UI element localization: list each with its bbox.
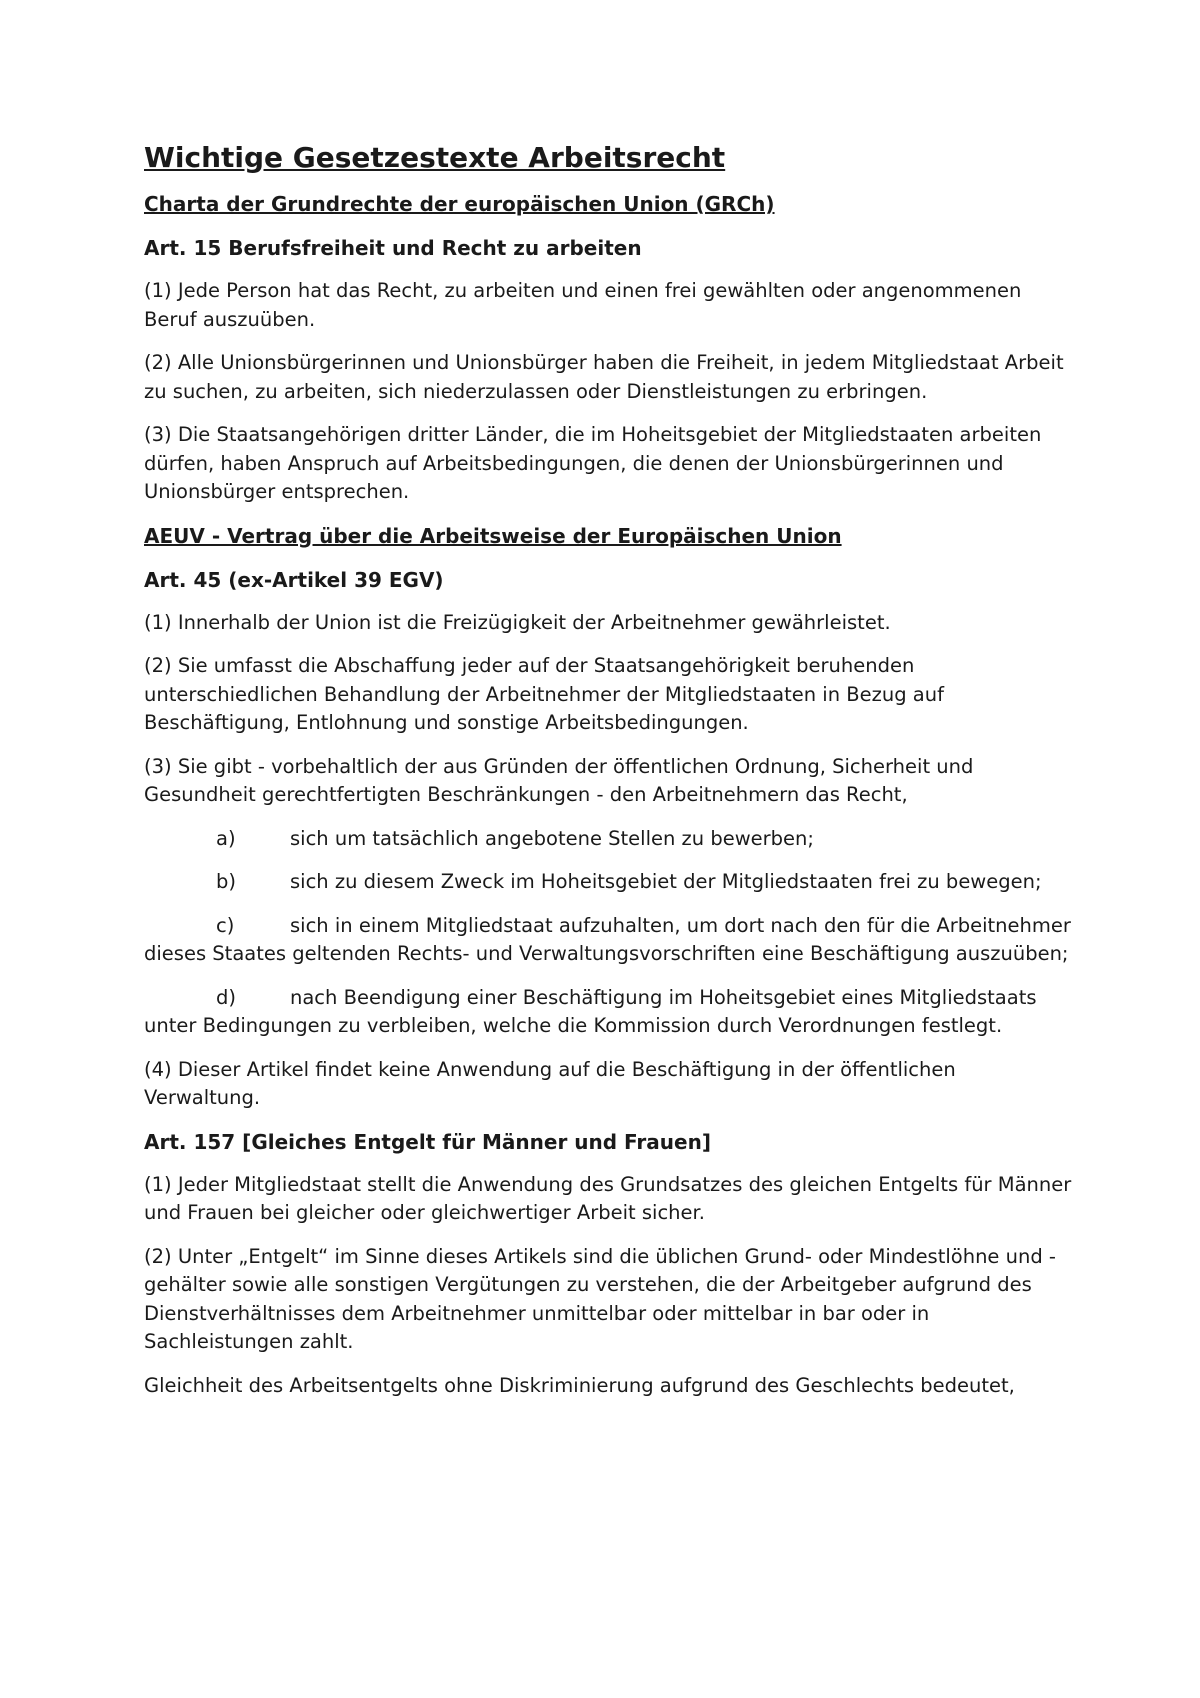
art45-paragraph-3: (3) Sie gibt - vorbehaltlich der aus Gründen der öffentlichen Ordnung, Sicherheit und Gesundheit gerechtfertigten Beschränkungen - den Arbeitnehmern das Recht, — [144, 754, 974, 806]
art15-paragraph-3: (3) Die Staatsangehörigen dritter Länder, die im Hoheitsgebiet der Mitgliedstaaten arbeiten dürfen, haben Anspruch auf Arbeitsbedingungen, die denen der Unionsbürgerinnen und Unionsbürger entsprechen. — [144, 423, 1042, 503]
grch-heading: Charta der Grundrechte der europäischen Union (GRCh) — [144, 192, 775, 216]
list-marker: c) — [216, 913, 235, 937]
list-item-text: sich zu diesem Zweck im Hoheitsgebiet der Mitgliedstaaten frei zu bewegen; — [290, 870, 1042, 893]
art15-paragraph-2: (2) Alle Unionsbürgerinnen und Unionsbürger haben die Freiheit, in jedem Mitgliedstaat Arbeit zu suchen, zu arbeiten, sich niederzulassen oder Dienstleistungen zu erbringen. — [144, 351, 1064, 403]
art45-paragraph-4: (4) Dieser Artikel findet keine Anwendung auf die Beschäftigung in der öffentlichen Verwaltung. — [144, 1057, 956, 1109]
list-marker: d) — [216, 985, 236, 1009]
art45-heading: Art. 45 (ex-Artikel 39 EGV) — [144, 567, 444, 592]
list-item-text: sich in einem Mitgliedstaat aufzuhalten, um dort nach den für die Arbeitnehmer dieses Staates geltenden Rechts- und Verwaltungsvorschriften eine Beschäftigung auszuüben; — [144, 913, 1071, 965]
list-item-text: nach Beendigung einer Beschäftigung im Hoheitsgebiet eines Mitgliedstaats unter Bedingungen zu verbleiben, welche die Kommission durch Verordnungen festlegt. — [144, 985, 1037, 1037]
document-content — [144, 140, 1074, 1415]
list-item-b — [144, 868, 1074, 897]
list-marker: a) — [216, 826, 236, 850]
list-item-text: sich um tatsächlich angebotene Stellen zu bewerben; — [290, 826, 814, 850]
art45-paragraph-2: (2) Sie umfasst die Abschaffung jeder auf der Staatsangehörigkeit beruhenden unterschiedlichen Behandlung der Arbeitnehmer der Mitgliedstaaten in Bezug auf Beschäftigung, Entlohnung und sonstige Arbeitsbedingungen. — [144, 654, 944, 734]
art157-paragraph-1: (1) Jeder Mitgliedstaat stellt die Anwendung des Grundsatzes des gleichen Entgelts für Männer und Frauen bei gleicher oder gleichwertiger Arbeit sicher. — [144, 1172, 1072, 1224]
art157-paragraph-2: (2) Unter „Entgelt“ im Sinne dieses Artikels sind die üblichen Grund- oder Mindestlöhne und -gehälter sowie alle sonstigen Vergütungen zu verstehen, die der Arbeitgeber aufgrund des Dienstverhältnisses dem Arbeitnehmer unmittelbar oder mittelbar in bar oder in Sachleistungen zahlt. — [144, 1244, 1056, 1353]
art157-heading: Art. 157 [Gleiches Entgelt für Männer und Frauen] — [144, 1129, 711, 1154]
art15-heading: Art. 15 Berufsfreiheit und Recht zu arbeiten — [144, 236, 642, 260]
document-title: Wichtige Gesetzestexte Arbeitsrecht — [144, 141, 726, 174]
aeuv-heading: AEUV - Vertrag über die Arbeitsweise der Europäischen Union — [144, 523, 842, 548]
list-item-a — [144, 825, 1074, 854]
art157-paragraph-3: Gleichheit des Arbeitsentgelts ohne Diskriminierung aufgrund des Geschlechts bedeutet, — [144, 1373, 1015, 1397]
art15-paragraph-1: (1) Jede Person hat das Recht, zu arbeiten und einen frei gewählten oder angenommenen Beruf auszuüben. — [144, 279, 1022, 331]
list-marker: b) — [216, 870, 236, 893]
art45-paragraph-1: (1) Innerhalb der Union ist die Freizügigkeit der Arbeitnehmer gewährleistet. — [144, 610, 891, 634]
list-item-d — [144, 984, 1074, 1041]
list-item-c — [144, 912, 1074, 969]
